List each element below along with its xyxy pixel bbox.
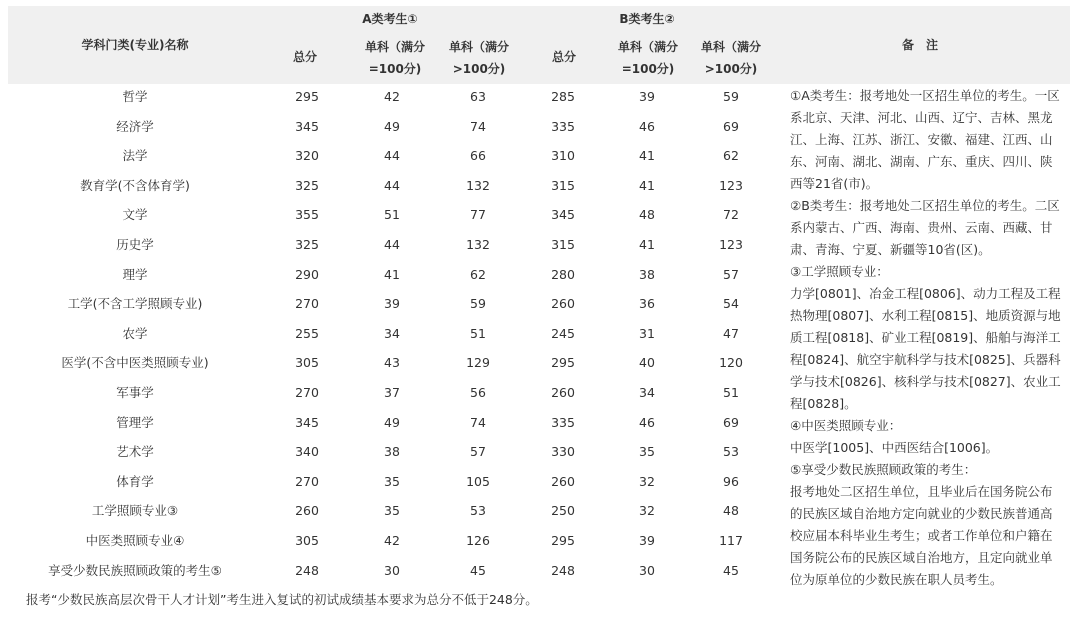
score-cell-a-s100: 35 xyxy=(384,473,400,489)
score-cell-a-total: 325 xyxy=(295,237,319,252)
score-cell-a-sgt: 74 xyxy=(470,414,486,430)
score-cell-b-total: 245 xyxy=(551,325,575,341)
subject-name: 军事学 xyxy=(116,385,154,400)
note-minority-text: 报考地处二区招生单位，且毕业后在国务院公布的民族区域自治地方定向就业的少数民族普通高校应届本科毕业生考生；或者工作单位和户籍在国务院公布的民族区域自治地方，且定向就业单位为原单位的少数民族在职人员考生。 xyxy=(790,484,1053,587)
header-b-single-100: 单科（满分 =100分) xyxy=(617,40,678,76)
score-cell-b-s100: 46 xyxy=(639,414,655,430)
subject-name: 中医类照顾专业④ xyxy=(85,533,185,548)
score-cell-a-s100: 38 xyxy=(384,444,400,460)
score-cell-b-total: 295 xyxy=(551,533,575,548)
score-cell-a-total: 255 xyxy=(295,325,319,341)
score-cell-a-sgt: 59 xyxy=(470,296,486,312)
score-cell-b-sgt: 123 xyxy=(719,237,743,252)
subject-name: 农学 xyxy=(122,325,148,341)
score-cell-a-total: 295 xyxy=(295,89,319,104)
score-cell-b-s100: 40 xyxy=(639,355,655,371)
score-cell-b-sgt: 51 xyxy=(723,385,739,400)
score-cell-b-sgt: 45 xyxy=(723,562,739,578)
header-group-b: B类考生② xyxy=(619,12,675,26)
subject-name: 工学(不含工学照顾专业) xyxy=(67,296,203,312)
score-cell-b-sgt: 62 xyxy=(723,148,739,164)
score-cell-b-sgt: 48 xyxy=(723,503,739,519)
score-cell-b-s100: 31 xyxy=(639,325,655,341)
score-cell-b-total: 315 xyxy=(551,237,575,252)
score-cell-a-sgt: 126 xyxy=(466,533,490,548)
subject-name: 教育学(不含体育学) xyxy=(80,177,190,193)
score-cell-a-sgt: 63 xyxy=(470,89,486,104)
score-cell-a-s100: 35 xyxy=(384,503,400,519)
score-cell-b-s100: 32 xyxy=(639,503,655,519)
score-cell-b-total: 315 xyxy=(551,177,575,193)
score-cell-b-s100: 38 xyxy=(639,266,655,282)
subject-name: 管理学 xyxy=(116,414,154,430)
note-eng-list: 力学[0801]、冶金工程[0806]、动力工程及工程热物理[0807]、水利工程[0815]、地质资源与地质工程[0818]、矿业工程[0819]、船舶与海洋工程[0824]、航空宇航科学与技术[0825]、兵器科学与技术[0826]、核科学与技术[0827]、农业工程[0828]。 xyxy=(790,286,1061,411)
header-a-single-gt100: 单科（满分 >100分) xyxy=(448,40,509,76)
note-a-class: ①A类考生：报考地处一区招生单位的考生。一区系北京、天津、河北、山西、辽宁、吉林、黑龙江、上海、江苏、浙江、安徽、福建、江西、山东、河南、湖北、湖南、广东、重庆、四川、陕西等21省(市)。 xyxy=(790,88,1060,191)
score-cell-b-total: 285 xyxy=(551,89,575,104)
score-cell-a-s100: 44 xyxy=(384,237,400,252)
subject-name: 历史学 xyxy=(116,237,154,252)
score-cell-a-total: 345 xyxy=(295,118,319,134)
score-cell-b-total: 248 xyxy=(551,562,575,578)
score-cell-b-s100: 30 xyxy=(639,562,655,578)
score-cell-a-sgt: 74 xyxy=(470,118,486,134)
score-cell-b-s100: 36 xyxy=(639,296,655,312)
footer-note: 报考“少数民族高层次骨干人才计划”考生进入复试的初试成绩基本要求为总分不低于248分。 xyxy=(26,592,538,607)
score-cell-a-total: 290 xyxy=(295,266,319,282)
score-cell-a-sgt: 62 xyxy=(470,266,486,282)
subject-name: 哲学 xyxy=(122,89,148,104)
score-cell-b-sgt: 120 xyxy=(719,355,743,371)
subject-name: 经济学 xyxy=(116,118,154,134)
score-cell-a-total: 340 xyxy=(295,444,319,460)
score-cell-b-s100: 41 xyxy=(639,237,655,252)
header-name-column: 学科门类(专业)名称 xyxy=(81,38,189,52)
subject-name: 理学 xyxy=(122,266,148,282)
score-cell-a-total: 355 xyxy=(295,207,319,223)
score-cell-b-total: 280 xyxy=(551,266,575,282)
score-cell-a-s100: 51 xyxy=(384,207,400,223)
score-cell-b-s100: 32 xyxy=(639,473,655,489)
score-cell-b-sgt: 72 xyxy=(723,207,739,223)
note-eng-title: ③工学照顾专业： xyxy=(790,264,889,279)
score-cell-a-s100: 42 xyxy=(384,533,400,548)
score-cell-a-sgt: 57 xyxy=(470,444,486,460)
score-cell-a-total: 260 xyxy=(295,503,319,519)
note-tcm-list: 中医学[1005]、中西医结合[1006]。 xyxy=(790,440,999,455)
score-cell-b-total: 260 xyxy=(551,296,575,312)
score-cell-b-sgt: 69 xyxy=(723,414,739,430)
subject-name: 文学 xyxy=(122,207,148,223)
score-cell-b-sgt: 123 xyxy=(719,177,743,193)
score-cell-b-sgt: 54 xyxy=(723,296,739,312)
score-cell-b-sgt: 69 xyxy=(723,118,739,134)
score-cell-b-s100: 41 xyxy=(639,148,655,164)
header-a-single-100: 单科（满分 =100分) xyxy=(364,40,425,76)
score-cell-a-s100: 42 xyxy=(384,89,400,104)
score-cell-a-sgt: 129 xyxy=(466,355,490,371)
score-cell-b-total: 260 xyxy=(551,385,575,400)
score-cell-a-s100: 39 xyxy=(384,296,400,312)
score-cell-a-total: 305 xyxy=(295,533,319,548)
score-cell-a-sgt: 132 xyxy=(466,177,490,193)
score-cell-b-total: 295 xyxy=(551,355,575,371)
score-cell-b-sgt: 57 xyxy=(723,266,739,282)
subject-name: 体育学 xyxy=(116,473,154,489)
subject-name: 法学 xyxy=(122,148,148,164)
subject-name: 工学照顾专业③ xyxy=(91,503,179,519)
score-cell-a-s100: 49 xyxy=(384,118,400,134)
score-cell-a-s100: 37 xyxy=(384,385,400,400)
score-cell-b-total: 250 xyxy=(551,503,575,519)
score-cell-a-total: 270 xyxy=(295,296,319,312)
score-cell-a-s100: 43 xyxy=(384,355,400,371)
score-cell-b-total: 310 xyxy=(551,148,575,164)
remarks-notes xyxy=(790,85,1062,591)
subject-name: 艺术学 xyxy=(116,444,154,460)
header-b-single-gt100: 单科（满分 >100分) xyxy=(700,40,761,76)
note-minority-title: ⑤享受少数民族照顾政策的考生： xyxy=(790,462,977,477)
score-cell-b-total: 345 xyxy=(551,207,575,223)
score-cell-a-total: 345 xyxy=(295,414,319,430)
header-group-a: A类考生① xyxy=(362,12,418,26)
score-cell-a-sgt: 66 xyxy=(470,148,486,164)
header-b-total: 总分 xyxy=(551,50,576,64)
score-cell-a-sgt: 56 xyxy=(470,385,486,400)
score-cell-a-total: 305 xyxy=(295,355,319,371)
score-cell-b-s100: 48 xyxy=(639,207,655,223)
score-cell-a-s100: 49 xyxy=(384,414,400,430)
score-cell-b-total: 335 xyxy=(551,118,575,134)
score-cell-a-s100: 44 xyxy=(384,177,400,193)
score-cell-a-sgt: 51 xyxy=(470,325,486,341)
score-cell-a-sgt: 45 xyxy=(470,562,486,578)
score-cell-b-s100: 46 xyxy=(639,118,655,134)
score-cell-b-s100: 39 xyxy=(639,533,655,548)
score-cell-a-s100: 44 xyxy=(384,148,400,164)
note-tcm-title: ④中医类照顾专业： xyxy=(790,418,902,433)
score-cell-b-s100: 41 xyxy=(639,177,655,193)
score-cell-a-s100: 41 xyxy=(384,266,400,282)
score-cell-b-total: 335 xyxy=(551,414,575,430)
score-cell-a-sgt: 132 xyxy=(466,237,490,252)
score-cell-a-total: 270 xyxy=(295,385,319,400)
header-a-total: 总分 xyxy=(292,50,317,64)
score-cell-a-sgt: 53 xyxy=(470,503,486,519)
score-cell-b-s100: 39 xyxy=(639,89,655,104)
score-cell-b-total: 330 xyxy=(551,444,575,460)
score-cell-b-sgt: 96 xyxy=(723,473,739,489)
note-b-class: ②B类考生：报考地处二区招生单位的考生。二区系内蒙古、广西、海南、贵州、云南、西藏、甘肃、青海、宁夏、新疆等10省(区)。 xyxy=(790,198,1060,257)
score-cell-a-sgt: 77 xyxy=(470,207,486,223)
score-cell-a-total: 270 xyxy=(295,473,319,489)
score-cell-a-sgt: 105 xyxy=(466,473,490,489)
header-remarks: 备 注 xyxy=(901,38,938,52)
score-cell-b-sgt: 53 xyxy=(723,444,739,460)
score-cell-a-total: 248 xyxy=(295,562,319,578)
score-cell-a-s100: 30 xyxy=(384,562,400,578)
score-cell-a-s100: 34 xyxy=(384,325,400,341)
subject-name: 享受少数民族照顾政策的考生⑤ xyxy=(48,562,222,578)
subject-name: 医学(不含中医类照顾专业) xyxy=(61,355,209,371)
score-cell-b-sgt: 59 xyxy=(723,89,739,104)
score-cell-b-total: 260 xyxy=(551,473,575,489)
score-cell-b-s100: 34 xyxy=(639,385,655,400)
score-cell-b-sgt: 117 xyxy=(719,533,743,548)
score-cell-b-s100: 35 xyxy=(639,444,655,460)
score-cell-b-sgt: 47 xyxy=(723,325,739,341)
score-cell-a-total: 320 xyxy=(295,148,319,164)
score-cell-a-total: 325 xyxy=(295,177,319,193)
